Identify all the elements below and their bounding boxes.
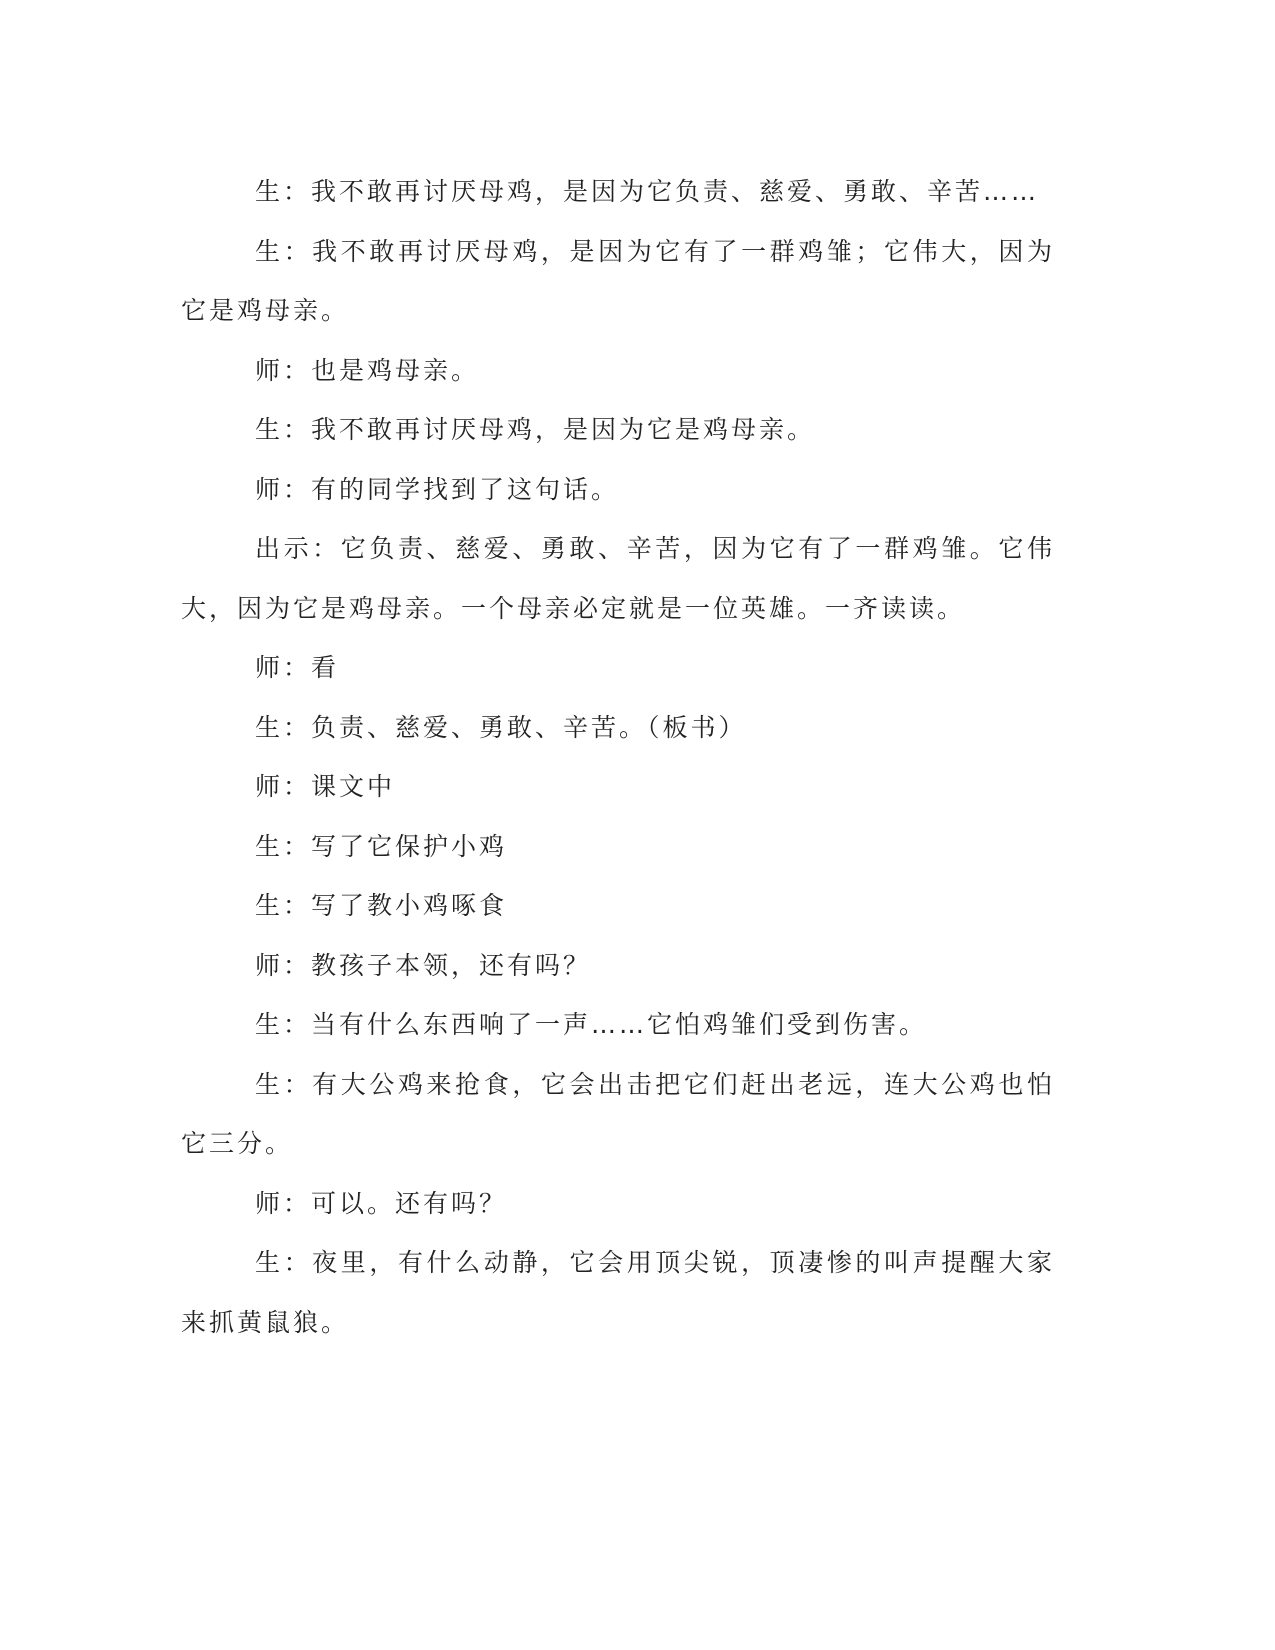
paragraph: 生：我不敢再讨厌母鸡，是因为它是鸡母亲。 (255, 415, 816, 444)
paragraph: 师：也是鸡母亲。 (255, 355, 480, 385)
paragraph: 生：写了教小鸡啄食 (255, 891, 508, 920)
paragraph: 师：看 (255, 653, 340, 682)
paragraph: 生：夜里，有什么动静，它会用顶尖锐，顶凄惨的叫声提醒大家来抓黄鼠狼。 (181, 1248, 1055, 1337)
paragraph: 生：我不敢再讨厌母鸡，是因为它有了一群鸡雏；它伟大，因为它是鸡母亲。 (181, 236, 1055, 325)
paragraph: 师：课文中 (255, 772, 396, 801)
paragraph: 师：有的同学找到了这句话。 (255, 474, 620, 504)
paragraph: 生：负责、慈爱、勇敢、辛苦。（板书） (255, 712, 747, 742)
paragraph: 生：当有什么东西响了一声……它怕鸡雏们受到伤害。 (255, 1010, 928, 1039)
paragraph: 生：写了它保护小鸡 (255, 831, 508, 861)
paragraph: 生：有大公鸡来抢食，它会出击把它们赶出老远，连大公鸡也怕它三分。 (181, 1069, 1055, 1158)
paragraph: 师：教孩子本领，还有吗？ (255, 950, 592, 980)
document-body (181, 162, 1055, 1352)
paragraph: 出示：它负责、慈爱、勇敢、辛苦，因为它有了一群鸡雏。它伟大，因为它是鸡母亲。一个母亲必定就是一位英雄。一齐读读。 (181, 534, 1055, 623)
paragraph: 师：可以。还有吗？ (255, 1188, 508, 1218)
paragraph: 生：我不敢再讨厌母鸡，是因为它负责、慈爱、勇敢、辛苦…… (255, 177, 1040, 206)
